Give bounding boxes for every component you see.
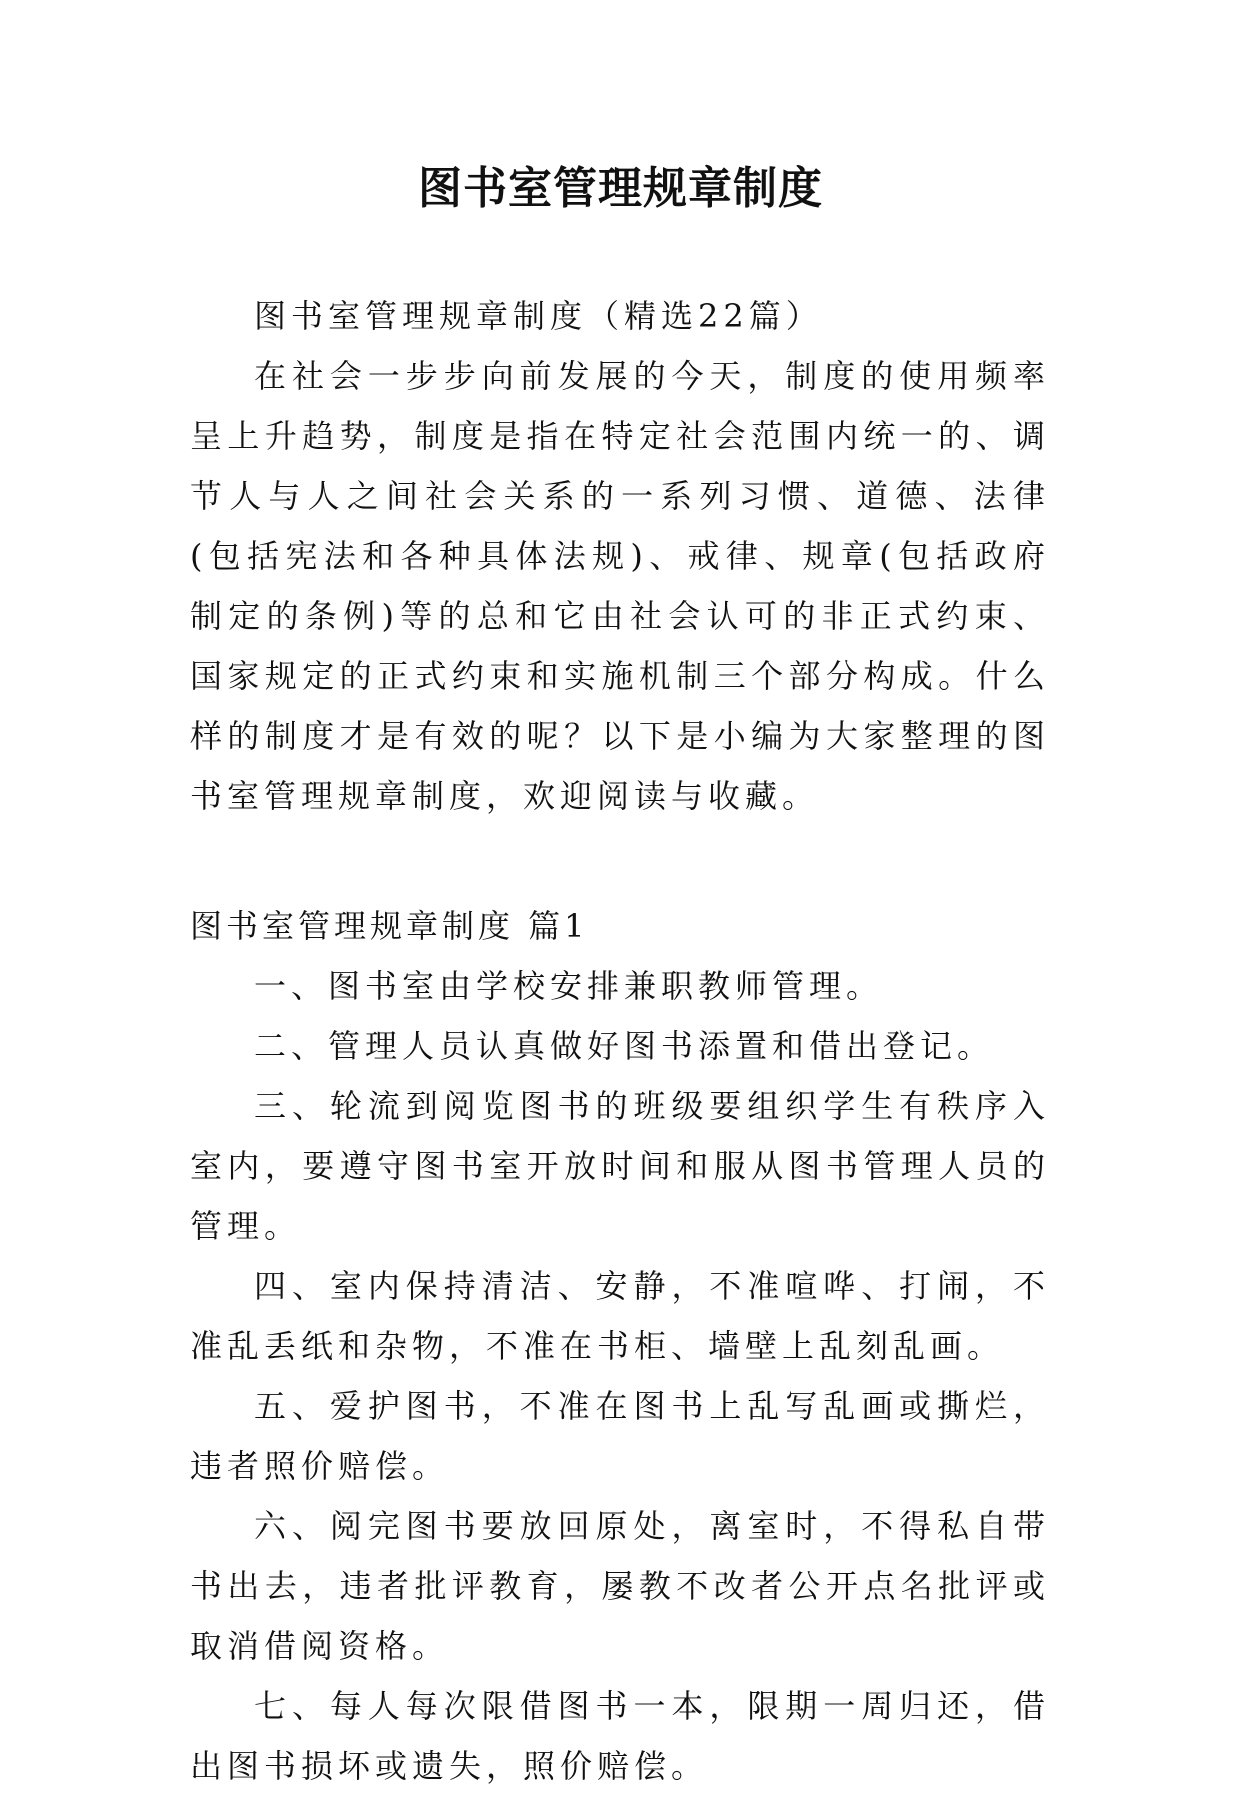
rule-item: 四、室内保持清洁、安静，不准喧哗、打闹，不准乱丢纸和杂物，不准在书柜、墙壁上乱刻乱画。 <box>190 1267 1050 1365</box>
intro-paragraph: 在社会一步步向前发展的今天，制度的使用频率呈上升趋势，制度是指在特定社会范围内统一的、调节人与人之间社会关系的一系列习惯、道德、法律(包括宪法和各种具体法规)、戒律、规章(包括政府制定的条例)等的总和它由社会认可的非正式约束、国家规定的正式约束和实施机制三个部分构成。什么样的制度才是有效的呢？以下是小编为大家整理的图书室管理规章制度，欢迎阅读与收藏。 <box>190 357 1050 815</box>
rule-item: 七、每人每次限借图书一本，限期一周归还，借出图书损坏或遗失，照价赔偿。 <box>190 1687 1050 1785</box>
rule-item: 二、管理人员认真做好图书添置和借出登记。 <box>254 1027 995 1065</box>
section-heading: 图书室管理规章制度 篇1 <box>190 907 589 945</box>
rule-item: 三、轮流到阅览图书的班级要组织学生有秩序入室内，要遵守图书室开放时间和服从图书管理人员的管理。 <box>190 1087 1050 1245</box>
rule-item: 五、爱护图书，不准在图书上乱写乱画或撕烂，违者照价赔偿。 <box>190 1387 1050 1485</box>
intro-line: 图书室管理规章制度（精选22篇） <box>254 297 823 335</box>
rule-item: 一、图书室由学校安排兼职教师管理。 <box>254 967 884 1005</box>
section-spacer <box>190 826 1050 896</box>
document-body <box>190 286 1050 1796</box>
rule-item: 六、阅完图书要放回原处，离室时，不得私自带书出去，违者批评教育，屡教不改者公开点名批评或取消借阅资格。 <box>190 1507 1050 1665</box>
document-title: 图书室管理规章制度 <box>418 163 823 214</box>
